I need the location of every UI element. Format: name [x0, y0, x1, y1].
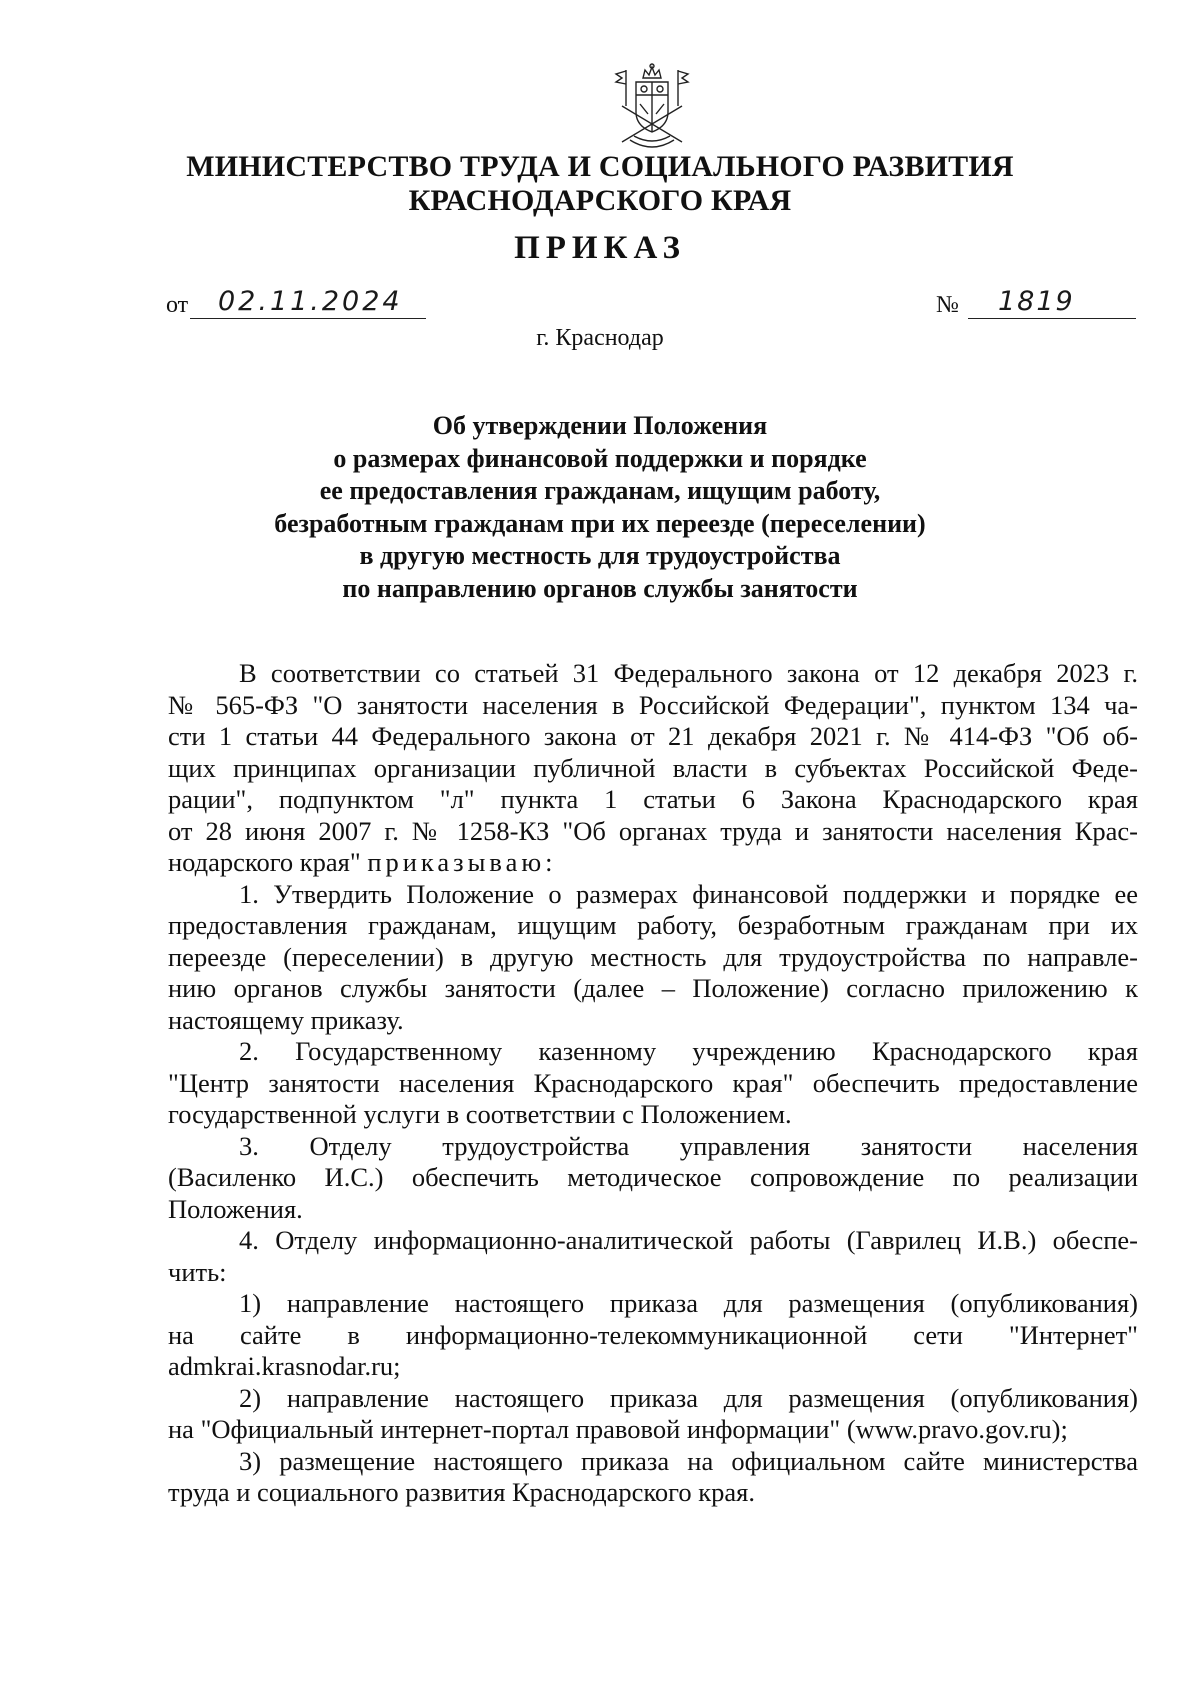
subitem-1-line: на сайте в информационно-телекоммуникационной сети "Интернет" — [168, 1319, 1138, 1350]
item-3-line: 3. Отделу трудоустройства управления занятости населения — [239, 1130, 1138, 1161]
order-word: приказываю: — [367, 847, 557, 877]
date-label: от — [166, 292, 189, 318]
subitem-1-line: 1) направление настоящего приказа для размещения (опубликования) — [239, 1288, 1138, 1318]
item-2-line: 2. Государственному казенному учреждению Краснодарского края — [239, 1036, 1138, 1066]
krasnodar-coat-of-arms-icon — [612, 62, 692, 154]
city: г. Краснодар — [536, 325, 664, 351]
document-type: ПРИКАЗ — [514, 230, 686, 266]
item-4-line: чить: — [168, 1256, 227, 1287]
title-line: безработным гражданам при их переезде (переселении) — [274, 508, 926, 538]
preamble-line — [168, 847, 1138, 879]
item-1-line: переезде (переселении) в другую местность для трудоустройства по направле- — [168, 941, 1138, 972]
item-1-line: настоящему приказу. — [168, 1004, 404, 1035]
preamble-last-text: нодарского края" — [168, 847, 361, 877]
document-body — [168, 658, 1138, 1509]
title-line: ее предоставления гражданам, ищущим работу, — [319, 476, 881, 505]
ministry-name-line1: МИНИСТЕРСТВО ТРУДА И СОЦИАЛЬНОГО РАЗВИТИЯ — [186, 150, 1014, 183]
title-line: Об утверждении Положения — [432, 411, 768, 440]
subitem-1-line: admkrai.krasnodar.ru; — [168, 1351, 401, 1381]
title-line: о размерах финансовой поддержки и порядке — [333, 443, 867, 473]
subitem-2-line: на "Официальный интернет-портал правовой информации" (www.pravo.gov.ru); — [168, 1414, 1068, 1444]
preamble-line: щих принципах организации публичной власти в субъектах Российской Феде- — [168, 752, 1138, 783]
ministry-name-line2: КРАСНОДАРСКОГО КРАЯ — [408, 184, 792, 217]
handwritten-date: 02.11.2024 — [218, 286, 403, 317]
item-2-line: "Центр занятости населения Краснодарского края" обеспечить предоставление — [168, 1067, 1138, 1098]
subitem-3-line: труда и социального развития Краснодарского края. — [168, 1477, 755, 1507]
handwritten-number: 1819 — [998, 286, 1075, 317]
item-1-line: нию органов службы занятости (далее – Положение) согласно приложению к — [168, 973, 1138, 1003]
subitem-3-line: 3) размещение настоящего приказа на официальном сайте министерства — [239, 1445, 1138, 1476]
preamble-line: № 565-ФЗ "О занятости населения в Российской Федерации", пунктом 134 ча- — [168, 689, 1138, 720]
item-1-line: предоставления гражданам, ищущим работу, безработным гражданам при их — [168, 910, 1138, 940]
title-line: в другую местность для трудоустройства — [359, 541, 841, 570]
item-4-line: 4. Отделу информационно-аналитической работы (Гаврилец И.В.) обеспе- — [239, 1225, 1138, 1255]
preamble-line: сти 1 статьи 44 Федерального закона от 21 декабря 2021 г. № 414-ФЗ "Об об- — [168, 721, 1138, 751]
preamble-line: рации", подпунктом "л" пункта 1 статьи 6 Закона Краснодарского края — [168, 784, 1138, 814]
item-3-line: Положения. — [168, 1193, 303, 1224]
item-2-line: государственной услуги в соответствии с Положением. — [168, 1099, 792, 1129]
number-underline — [968, 318, 1136, 319]
number-label: № — [936, 292, 959, 318]
preamble-line: от 28 июня 2007 г. № 1258-КЗ "Об органах труда и занятости населения Крас- — [168, 815, 1138, 846]
subitem-2-line: 2) направление настоящего приказа для размещения (опубликования) — [239, 1382, 1138, 1413]
item-1-line: 1. Утвердить Положение о размерах финансовой поддержки и порядке ее — [239, 878, 1138, 909]
date-underline — [190, 318, 426, 319]
preamble-line: В соответствии со статьей 31 Федерального закона от 12 декабря 2023 г. — [239, 658, 1138, 688]
document-title — [160, 410, 1040, 605]
item-3-line: (Василенко И.С.) обеспечить методическое сопровождение по реализации — [168, 1162, 1138, 1192]
title-line: по направлению органов службы занятости — [342, 573, 858, 603]
